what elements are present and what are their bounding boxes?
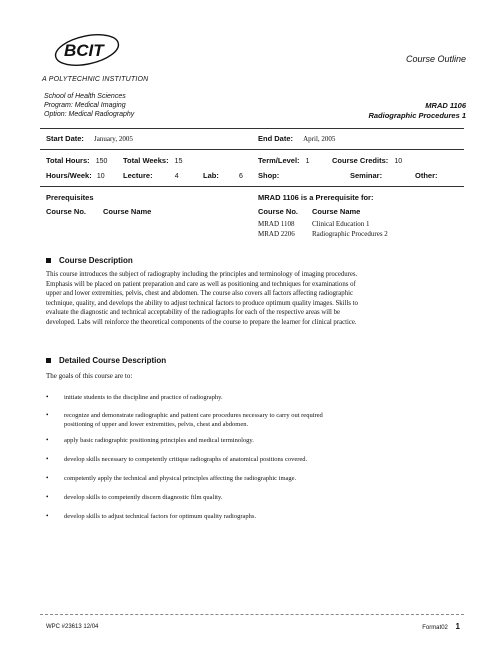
goal-item: • develop skills necessary to competently critique radiographs of anatomical positions covered. <box>46 455 308 463</box>
prereq-row <box>312 230 388 238</box>
bcit-logo <box>52 28 122 74</box>
school-block <box>44 92 134 119</box>
bullet-dot-icon: • <box>46 411 49 419</box>
course-description-text: This course introduces the subject of radiography including the principles and terminology of imaging procedures. Emphasis will be placed on patient preparation and care as well as positioning and techniques for examinations of upper and lower extremities, pelvis, chest and abdomen. The course also covers all factors affecting radiographic technique, quality, and develops the ability to adjust technical factors to produce optimum quality images. Skills to evaluate the diagnostic and technical acceptability of the radiographs for each of the respective areas will be developed. Labs will reinforce the theoretical components of the course to prepare the learner for clinical practice. <box>46 271 358 326</box>
logo-text: BCIT <box>64 41 104 60</box>
goal-item: • develop skills to adjust technical factors for optimum quality radiographs. <box>46 512 257 520</box>
bullet-dot-icon: • <box>46 493 49 501</box>
prereq-col-no: Course No. <box>46 207 87 216</box>
goal-item: • recognize and demonstrate radiographic and patient care procedures necessary to carry out required positioning of upper and lower extremities, pelvis, chest and abdomen. <box>46 411 323 428</box>
other-label: Other: <box>415 171 438 180</box>
page-number: 1 <box>455 622 460 631</box>
program-name: Program: Medical Imaging <box>44 102 126 109</box>
lab-row: Lab: 6 <box>203 171 243 180</box>
goal-item: • initiate students to the discipline and practice of radiography. <box>46 393 223 401</box>
prereq-course-name: Radiographic Procedures 2 <box>312 230 388 238</box>
goal-item: • competently apply the technical and physical principles affecting the radiographic image. <box>46 474 297 482</box>
end-date-row: End Date: April, 2005 <box>258 134 336 143</box>
credits-row: Course Credits: 10 <box>332 156 403 165</box>
hours-week: 10 <box>96 173 105 180</box>
prereq-course-name: Clinical Education 1 <box>312 220 370 228</box>
bullet-dot-icon: • <box>46 512 49 520</box>
hours-week-row: Hours/Week: 10 <box>46 171 105 180</box>
total-hours-row: Total Hours: 150 <box>46 156 108 165</box>
course-code-block <box>368 101 466 121</box>
prereq-for-title: MRAD 1106 is a Prerequisite for: <box>258 193 374 202</box>
prereq-for-col-name: Course Name <box>312 207 361 216</box>
shop-label: Shop: <box>258 171 280 180</box>
bullet-dot-icon: • <box>46 393 49 401</box>
course-code: MRAD 1106 <box>425 101 466 110</box>
prereq-for-col-no: Course No. <box>258 207 299 216</box>
lab: 6 <box>238 173 243 180</box>
bullet-square-icon <box>46 258 51 263</box>
prereq-title: Prerequisites <box>46 193 94 202</box>
course-title: Radiographic Procedures 1 <box>368 111 466 120</box>
bullet-dot-icon: • <box>46 455 49 463</box>
prereq-row <box>312 220 370 228</box>
total-hours: 150 <box>95 158 108 165</box>
info-rule-2 <box>40 186 464 187</box>
credits: 10 <box>394 158 403 165</box>
bullet-dot-icon: • <box>46 436 49 444</box>
lecture-row: Lecture: 4 <box>123 171 179 180</box>
end-date: April, 2005 <box>303 135 336 143</box>
info-rule <box>40 149 464 150</box>
detailed-description-heading: Detailed Course Description <box>46 356 166 365</box>
logo-subtitle: A POLYTECHNIC INSTITUTION <box>42 76 149 83</box>
goal-item: • develop skills to competently discern diagnostic film quality. <box>46 493 223 501</box>
school-name: School of Health Sciences <box>44 93 126 100</box>
term-row: Term/Level: 1 <box>258 156 310 165</box>
footer-divider <box>40 614 464 615</box>
prereq-course-no: MRAD 2206 <box>258 230 295 238</box>
goal-item: • apply basic radiographic positioning principles and medical terminology. <box>46 436 254 444</box>
header-rule <box>40 128 464 129</box>
start-date-row: Start Date: January, 2005 <box>46 134 133 143</box>
doc-type: Course Outline <box>405 54 466 64</box>
bullet-square-icon <box>46 358 51 363</box>
prereq-row <box>258 230 295 238</box>
lecture: 4 <box>174 173 179 180</box>
prereq-course-no: MRAD 1108 <box>258 220 295 228</box>
total-weeks-row: Total Weeks: 15 <box>123 156 183 165</box>
footer-format: Format02 1 <box>422 622 460 631</box>
start-date: January, 2005 <box>94 135 133 143</box>
footer-doc-id: WPC #23613 12/04 <box>46 624 99 630</box>
course-description-heading: Course Description <box>46 256 133 265</box>
seminar-label: Seminar: <box>350 171 383 180</box>
goals-intro: The goals of this course are to: <box>46 372 133 380</box>
prereq-col-name: Course Name <box>103 207 152 216</box>
bullet-dot-icon: • <box>46 474 49 482</box>
option-name: Option: Medical Radiography <box>44 111 135 118</box>
term: 1 <box>305 158 310 165</box>
prereq-row <box>258 220 295 228</box>
total-weeks: 15 <box>174 158 183 165</box>
